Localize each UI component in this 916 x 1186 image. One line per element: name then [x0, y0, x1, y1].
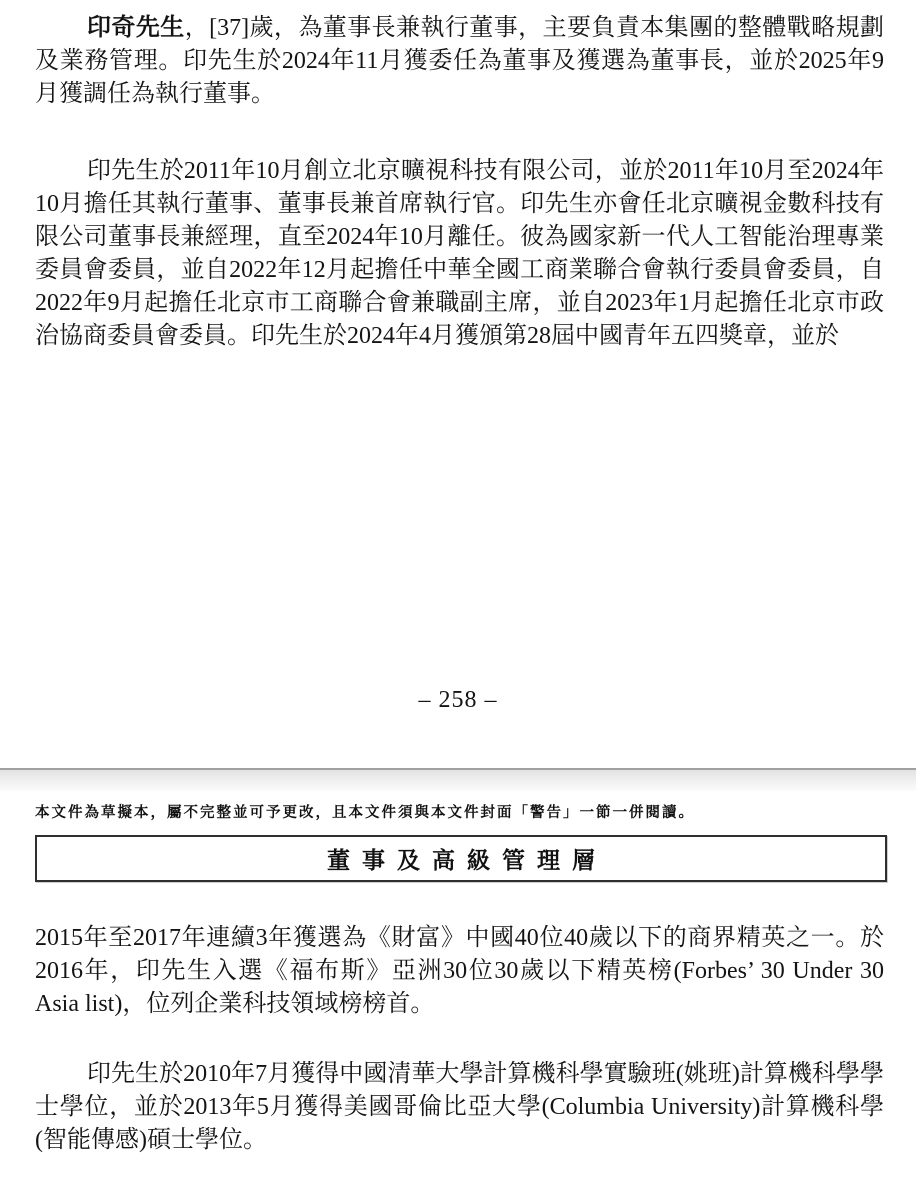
paragraph-awards: 2015年至2017年連續3年獲選為《財富》中國40位40歲以下的商界精英之一。於2016年，印先生入選《福布斯》亞洲30位30歲以下精英榜(Forbes’ 30 Under 30 Asia list)，位列企業科技領域榜榜首。: [35, 925, 884, 1017]
section-title: 董事及高級管理層: [327, 847, 607, 873]
section-title-box: [35, 835, 887, 882]
paragraph-director-intro-text: ，[37]歲，為董事長兼執行董事，主要負責本集團的整體戰略規劃及業務管理。印先生於2024年11月獲委任為董事及獲選為董事長，並於2025年9月獲調任為執行董事。: [35, 15, 885, 107]
page-separator-band: [0, 768, 916, 791]
director-name-bold: 印奇先生: [87, 15, 185, 41]
page-number: – 258 –: [418, 687, 498, 713]
paragraph-director-intro: [35, 12, 884, 111]
draft-disclaimer: 本文件為草擬本，屬不完整並可予更改，且本文件須與本文件封面「警告」一節一併閱讀。: [35, 805, 695, 821]
paragraph-director-career: 印先生於2011年10月創立北京曠視科技有限公司，並於2011年10月至2024年10月擔任其執行董事、董事長兼首席執行官。印先生亦會任北京曠視金數科技有限公司董事長兼經理，直至2024年10月離任。彼為國家新一代人工智能治理專業委員會委員，並自2022年12月起擔任中華全國工商業聯合會執行委員會委員，自2022年9月起擔任北京市工商聯合會兼職副主席，並自2023年1月起擔任北京市政治協商委員會委員。印先生於2024年4月獲頒第28屆中國青年五四獎章，並於: [35, 158, 884, 349]
paragraph-education: 印先生於2010年7月獲得中國清華大學計算機科學實驗班(姚班)計算機科學學士學位，並於2013年5月獲得美國哥倫比亞大學(Columbia University)計算機科學(智能傳感)碩士學位。: [35, 1061, 884, 1153]
